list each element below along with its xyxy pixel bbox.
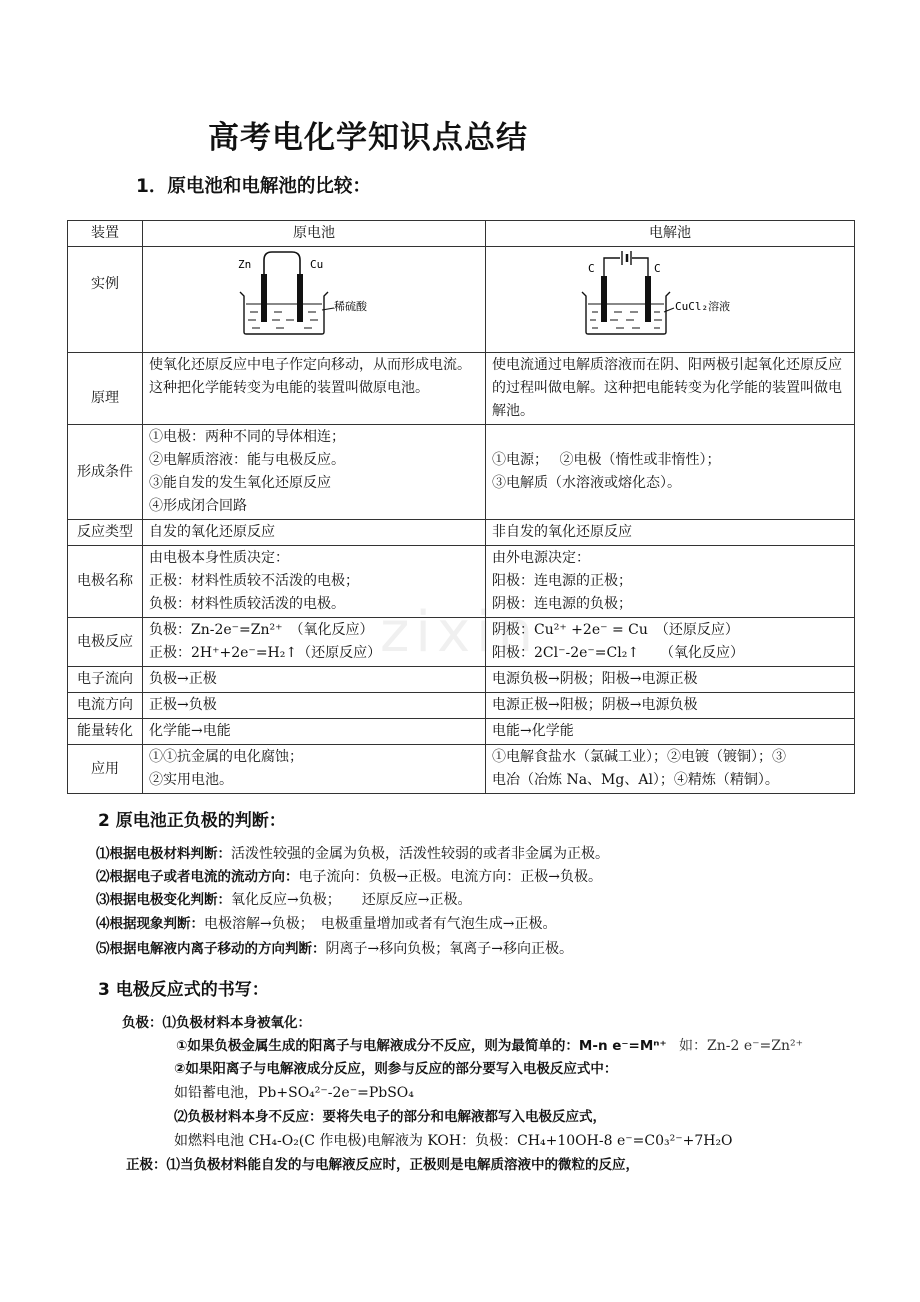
rule-1 (96, 843, 609, 865)
header-galvanic: 原电池 (143, 221, 486, 247)
cu-label: Cu (310, 258, 324, 271)
label-conditions: 形成条件 (68, 425, 143, 520)
rule-2-text: 电子流向：负极→正极。电流方向：正极→负极。 (298, 869, 602, 885)
electrolytic-applications (486, 745, 855, 794)
label-electrode-names: 电极名称 (68, 546, 143, 618)
galvanic-applications (143, 745, 486, 794)
rule-3 (96, 889, 471, 911)
electrolytic-energy-conversion: 电能→化学能 (486, 719, 855, 745)
label-applications: 应用 (68, 745, 143, 794)
section1-heading: 1．原电池和电解池的比较： (136, 176, 371, 197)
negative-electrode-heading: 负极：⑴负极材料本身被氧化： (122, 1015, 311, 1031)
cucl2-solution-label: CuCl₂溶液 (675, 300, 731, 313)
galvanic-figure-cell (143, 247, 486, 353)
rule-1-lead: ⑴根据电极材料判断： (96, 846, 231, 862)
rule-5 (96, 938, 573, 960)
galvanic-electrode-names (143, 546, 486, 618)
header-device: 装置 (68, 221, 143, 247)
electrolytic-electrode-names (486, 546, 855, 618)
galvanic-condition-2: ②电解质溶液：能与电极反应。 (149, 452, 345, 468)
electrolytic-condition-1: ①电源； ②电极（惰性或非惰性）； (492, 452, 721, 468)
section3-heading: 3 电极反应式的书写： (98, 980, 269, 1000)
table-row-example (68, 247, 855, 353)
table-row-energy-conversion (68, 719, 855, 745)
rule1-example: 如：Zn-2 e⁻=Zn²⁺ (679, 1038, 804, 1054)
galvanic-energy-conversion: 化学能→电能 (143, 719, 486, 745)
table-header-row (68, 221, 855, 247)
rule-4 (96, 913, 556, 935)
galvanic-positive-reaction: 正极：2H⁺+2e⁻=H₂↑（还原反应） (149, 645, 382, 661)
table-row-electrode-reactions (68, 618, 855, 667)
rule-4-text: 电极溶解→负极； 电极重量增加或者有气泡生成→正极。 (204, 916, 557, 932)
rule-3-lead: ⑶根据电极变化判断： (96, 892, 231, 908)
cathode-c-label: C (654, 262, 661, 275)
galvanic-condition-4: ④形成闭合回路 (149, 498, 247, 514)
galvanic-conditions (143, 425, 486, 520)
page-title: 高考电化学知识点总结 (208, 120, 528, 156)
label-electrode-reactions: 电极反应 (68, 618, 143, 667)
electrolytic-anode: 阳极：连电源的正极； (492, 573, 632, 589)
rule-4-lead: ⑷根据现象判断： (96, 916, 204, 932)
table-row-principle (68, 353, 855, 425)
electrolytic-electron-flow: 电源负极→阴极；阳极→电源正极 (486, 667, 855, 693)
galvanic-reaction-type: 自发的氧化还原反应 (143, 520, 486, 546)
electrolytic-current-direction: 电源正极→阳极；阴极→电源负极 (486, 693, 855, 719)
header-electrolytic: 电解池 (486, 221, 855, 247)
galvanic-condition-3: ③能自发的发生氧化还原反应 (149, 475, 331, 491)
rule2-statement: ②如果阳离子与电解液成分反应，则参与反应的部分要写入电极反应式中： (174, 1061, 618, 1077)
galvanic-current-direction: 正极→负极 (143, 693, 486, 719)
rule3-example: 如燃料电池 CH₄-O₂(C 作电极)电解液为 KOH：负极：CH₄+10OH-8 e⁻=C0₃²⁻+7H₂O (174, 1133, 733, 1149)
rule-2-lead: ⑵根据电子或者电流的流动方向： (96, 869, 299, 885)
rule-2 (96, 866, 602, 888)
galvanic-application-1: ①①抗金属的电化腐蚀； (149, 749, 303, 765)
galvanic-cell-diagram (234, 248, 394, 340)
electrolytic-conditions (486, 425, 855, 520)
electrolytic-electrode-reactions (486, 618, 855, 667)
anode-c-label: C (588, 262, 595, 275)
galvanic-application-2: ②实用电池。 (149, 772, 233, 788)
electrolytic-figure-cell (486, 247, 855, 353)
electrolytic-electrode-names-line: 由外电源决定： (492, 550, 590, 566)
label-electron-flow: 电子流向 (68, 667, 143, 693)
galvanic-principle: 使氧化还原反应中电子作定向移动，从而形成电流。这种把化学能转变为电能的装置叫做原电池。 (143, 353, 486, 425)
label-energy-conversion: 能量转化 (68, 719, 143, 745)
table-row-electron-flow (68, 667, 855, 693)
electrolytic-principle: 使电流通过电解质溶液而在阴、阳两极引起氧化还原反应的过程叫做电解。这种把电能转变为化学能的装置叫做电解池。 (486, 353, 855, 425)
zn-label: Zn (238, 258, 252, 271)
galvanic-negative-electrode: 负极：材料性质较活泼的电极。 (149, 596, 345, 612)
electrolytic-cathode-reaction: 阴极：Cu²⁺ +2e⁻ = Cu （还原反应） (492, 622, 739, 638)
galvanic-electrode-names-line: 由电极本身性质决定： (149, 550, 289, 566)
rule-3-text: 氧化反应→负极； 还原反应→正极。 (231, 892, 472, 908)
label-current-direction: 电流方向 (68, 693, 143, 719)
label-example: 实例 (68, 247, 143, 353)
table-row-electrode-names (68, 546, 855, 618)
galvanic-negative-reaction: 负极：Zn-2e⁻=Zn²⁺ （氧化反应） (149, 622, 374, 638)
table-row-current-direction (68, 693, 855, 719)
rule-5-lead: ⑸根据电解液内离子移动的方向判断： (96, 941, 326, 957)
electrolytic-application-2: 电冶（冶炼 Na、Mg、Al）；④精炼（精铜）。 (492, 772, 779, 788)
rule-1-text: 活泼性较强的金属为负极，活泼性较弱的或者非金属为正极。 (231, 846, 609, 862)
watermark: zixin (380, 600, 540, 665)
rule1-line (176, 1035, 803, 1057)
galvanic-condition-1: ①电极：两种不同的导体相连； (149, 429, 345, 445)
rule-5-text: 阴离子→移向负极；氧离子→移向正极。 (325, 941, 573, 957)
electrolytic-cell-diagram (580, 248, 760, 340)
label-principle: 原理 (68, 353, 143, 425)
comparison-table (67, 220, 855, 794)
electrolytic-reaction-type: 非自发的氧化还原反应 (486, 520, 855, 546)
electrolytic-anode-reaction: 阳极：2Cl⁻-2e⁻=Cl₂↑ （氧化反应） (492, 645, 745, 661)
dilute-sulfuric-acid-label: 稀硫酸 (334, 300, 367, 313)
label-reaction-type: 反应类型 (68, 520, 143, 546)
electrolytic-cathode: 阴极：连电源的负极； (492, 596, 632, 612)
rule3-statement: ⑵负极材料本身不反应：要将失电子的部分和电解液都写入电极反应式， (174, 1109, 606, 1125)
table-row-applications (68, 745, 855, 794)
electrolytic-application-1: ①电解食盐水（氯碱工业）；②电镀（镀铜）；③ (492, 749, 786, 765)
rule1-statement: ①如果负极金属生成的阳离子与电解液成分不反应，则为最简单的：M-n e⁻=Mⁿ⁺ (176, 1038, 667, 1054)
galvanic-electrode-reactions (143, 618, 486, 667)
section2-heading: 2 原电池正负极的判断： (98, 811, 286, 831)
electrolytic-condition-2: ③电解质（水溶液或熔化态）。 (492, 475, 681, 491)
galvanic-electron-flow: 负极→正极 (143, 667, 486, 693)
positive-electrode-heading: 正极：⑴当负极材料能自发的与电解液反应时，正极则是电解质溶液中的微粒的反应， (126, 1157, 639, 1173)
rule2-example: 如铅蓄电池，Pb+SO₄²⁻-2e⁻=PbSO₄ (174, 1085, 414, 1101)
galvanic-positive-electrode: 正极：材料性质较不活泼的电极； (149, 573, 359, 589)
table-row-reaction-type (68, 520, 855, 546)
table-row-conditions (68, 425, 855, 520)
